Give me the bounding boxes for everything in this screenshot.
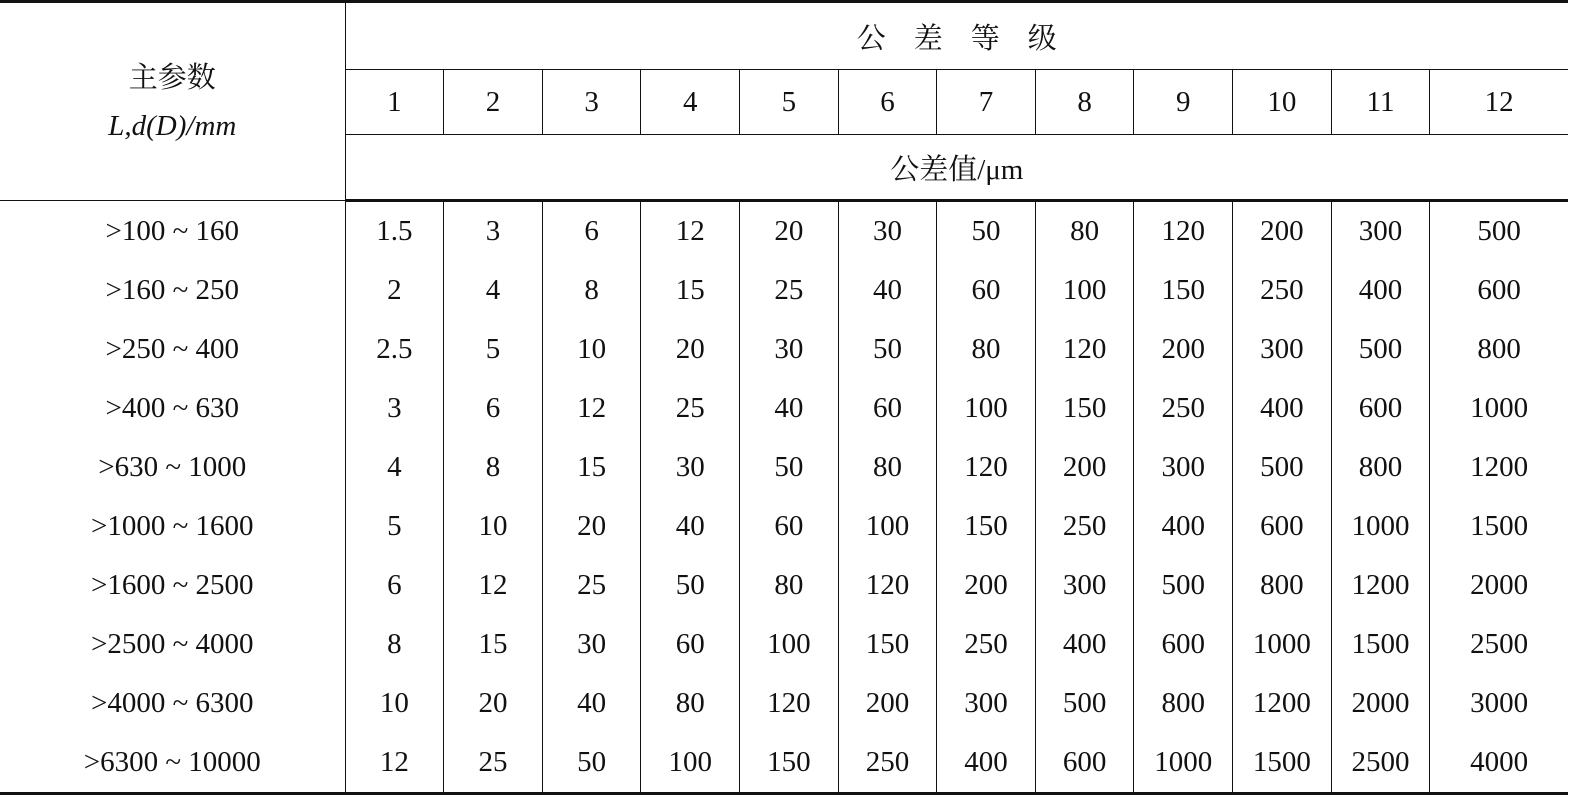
value-cell: 120 [740, 674, 839, 733]
value-cell: 100 [937, 379, 1036, 438]
grade-header-10: 10 [1233, 70, 1332, 135]
value-cell: 40 [740, 379, 839, 438]
value-cell: 150 [1134, 261, 1233, 320]
value-cell: 250 [937, 615, 1036, 674]
range-cell: >250 ~ 400 [0, 320, 345, 379]
value-cell: 400 [1035, 615, 1134, 674]
value-cell: 150 [937, 497, 1036, 556]
value-cell: 800 [1331, 438, 1430, 497]
value-cell: 1000 [1233, 615, 1332, 674]
value-cell: 50 [838, 320, 937, 379]
table-row [0, 261, 1568, 320]
value-cell: 600 [1035, 733, 1134, 794]
value-cell: 5 [444, 320, 543, 379]
value-cell: 250 [838, 733, 937, 794]
value-cell: 150 [838, 615, 937, 674]
value-cell: 25 [641, 379, 740, 438]
grade-header-12: 12 [1430, 70, 1568, 135]
value-cell: 8 [542, 261, 641, 320]
table-row [0, 438, 1568, 497]
value-cell: 500 [1134, 556, 1233, 615]
value-cell: 6 [444, 379, 543, 438]
grade-header-1: 1 [345, 70, 444, 135]
value-cell: 8 [345, 615, 444, 674]
grade-header-2: 2 [444, 70, 543, 135]
value-cell: 80 [1035, 201, 1134, 262]
value-cell: 60 [641, 615, 740, 674]
grade-header-4: 4 [641, 70, 740, 135]
value-cell: 250 [1035, 497, 1134, 556]
value-cell: 50 [542, 733, 641, 794]
value-cell: 4 [444, 261, 543, 320]
value-cell: 800 [1233, 556, 1332, 615]
value-cell: 300 [937, 674, 1036, 733]
table-row [0, 320, 1568, 379]
value-cell: 2500 [1470, 628, 1529, 660]
value-cell: 1500 [1331, 615, 1430, 674]
tolerance-value-title: 公差值/μm [345, 135, 1568, 201]
value-cell: 120 [937, 438, 1036, 497]
value-cell: 1500 [1233, 733, 1332, 794]
value-cell: 250 [1233, 261, 1332, 320]
value-cell: 400 [1233, 379, 1332, 438]
main-parameter-unit: L,d(D)/mm [108, 109, 237, 142]
value-cell: 400 [937, 733, 1036, 794]
value-cell: 30 [838, 201, 937, 262]
value-cell: 5 [345, 497, 444, 556]
value-cell: 30 [542, 615, 641, 674]
value-cell: 50 [740, 438, 839, 497]
header-row-grade-title [0, 2, 1568, 70]
value-cell: 50 [641, 556, 740, 615]
value-cell: 500 [1331, 320, 1430, 379]
value-cell: 3 [444, 201, 543, 262]
value-cell: 12 [542, 379, 641, 438]
grade-header-3: 3 [542, 70, 641, 135]
range-cell: >6300 ~ 10000 [0, 733, 345, 794]
value-cell: 120 [1134, 201, 1233, 262]
value-cell: 12 [444, 556, 543, 615]
grade-header-8: 8 [1035, 70, 1134, 135]
value-cell: 800 [1134, 674, 1233, 733]
value-cell: 1000 [1470, 392, 1529, 424]
table-row [0, 556, 1568, 615]
value-cell: 200 [1134, 320, 1233, 379]
table-row [0, 379, 1568, 438]
value-cell: 1000 [1134, 733, 1233, 794]
value-cell: 600 [1134, 615, 1233, 674]
value-cell: 200 [1233, 201, 1332, 262]
value-cell: 25 [542, 556, 641, 615]
tolerance-grade-title-text: 公差等级 [856, 22, 1085, 55]
value-cell: 500 [1477, 215, 1521, 247]
table-body [0, 201, 1568, 794]
value-cell: 10 [444, 497, 543, 556]
value-cell: 15 [542, 438, 641, 497]
value-cell: 100 [1035, 261, 1134, 320]
grade-header-6: 6 [838, 70, 937, 135]
value-cell: 2000 [1331, 674, 1430, 733]
range-cell: >100 ~ 160 [0, 201, 345, 262]
value-cell: 80 [740, 556, 839, 615]
value-cell: 15 [641, 261, 740, 320]
value-cell: 40 [641, 497, 740, 556]
value-cell: 600 [1331, 379, 1430, 438]
value-cell: 1000 [1331, 497, 1430, 556]
value-cell: 20 [542, 497, 641, 556]
range-cell: >400 ~ 630 [0, 379, 345, 438]
tolerance-grade-title [345, 2, 1568, 70]
range-cell: >630 ~ 1000 [0, 438, 345, 497]
value-cell: 30 [641, 438, 740, 497]
value-cell: 200 [937, 556, 1036, 615]
value-cell: 3000 [1470, 687, 1529, 719]
value-cell: 600 [1233, 497, 1332, 556]
grade-header-5: 5 [740, 70, 839, 135]
table-row [0, 615, 1568, 674]
value-cell: 300 [1233, 320, 1332, 379]
value-cell: 12 [345, 733, 444, 794]
value-cell: 20 [641, 320, 740, 379]
value-cell: 100 [740, 615, 839, 674]
range-cell: >2500 ~ 4000 [0, 615, 345, 674]
range-cell: >4000 ~ 6300 [0, 674, 345, 733]
value-cell: 25 [740, 261, 839, 320]
value-cell: 200 [838, 674, 937, 733]
value-cell: 500 [1233, 438, 1332, 497]
table-row [0, 674, 1568, 733]
value-cell: 2500 [1331, 733, 1430, 794]
value-cell: 80 [838, 438, 937, 497]
value-cell: 4000 [1430, 733, 1568, 794]
value-cell: 60 [937, 261, 1036, 320]
value-cell: 40 [542, 674, 641, 733]
value-cell: 6 [345, 556, 444, 615]
value-cell: 8 [444, 438, 543, 497]
grade-header-7: 7 [937, 70, 1036, 135]
main-parameter-header [0, 2, 345, 201]
table-row [0, 497, 1568, 556]
main-parameter-label: 主参数 [128, 61, 216, 94]
value-cell: 200 [1035, 438, 1134, 497]
value-cell: 15 [444, 615, 543, 674]
value-cell: 20 [444, 674, 543, 733]
value-cell: 100 [838, 497, 937, 556]
table-header [0, 2, 1568, 201]
range-cell: >1000 ~ 1600 [0, 497, 345, 556]
value-cell: 100 [641, 733, 740, 794]
value-cell: 80 [937, 320, 1036, 379]
table-row [0, 201, 1568, 262]
value-cell: 60 [740, 497, 839, 556]
value-cell: 400 [1331, 261, 1430, 320]
value-cell: 40 [838, 261, 937, 320]
value-cell: 150 [740, 733, 839, 794]
range-cell: >1600 ~ 2500 [0, 556, 345, 615]
value-cell: 30 [740, 320, 839, 379]
value-cell: 25 [444, 733, 543, 794]
value-cell: 20 [740, 201, 839, 262]
value-cell: 2.5 [345, 320, 444, 379]
value-cell: 150 [1035, 379, 1134, 438]
value-cell: 80 [641, 674, 740, 733]
value-cell: 1500 [1470, 510, 1529, 542]
value-cell: 120 [838, 556, 937, 615]
value-cell: 12 [641, 201, 740, 262]
range-cell: >160 ~ 250 [0, 261, 345, 320]
value-cell: 800 [1477, 333, 1521, 365]
value-cell: 600 [1477, 274, 1521, 306]
value-cell: 1200 [1233, 674, 1332, 733]
value-cell: 1200 [1470, 451, 1529, 483]
value-cell: 2 [345, 261, 444, 320]
value-cell: 120 [1035, 320, 1134, 379]
table-row [0, 733, 1568, 794]
value-cell: 4 [345, 438, 444, 497]
grade-header-9: 9 [1134, 70, 1233, 135]
value-cell: 3 [345, 379, 444, 438]
value-cell: 300 [1035, 556, 1134, 615]
value-cell: 10 [345, 674, 444, 733]
value-cell: 500 [1035, 674, 1134, 733]
value-cell: 6 [542, 201, 641, 262]
value-cell: 1.5 [345, 201, 444, 262]
grade-header-11: 11 [1331, 70, 1430, 135]
value-cell: 250 [1134, 379, 1233, 438]
value-cell: 50 [937, 201, 1036, 262]
value-cell: 1200 [1331, 556, 1430, 615]
value-cell: 60 [838, 379, 937, 438]
value-cell: 300 [1134, 438, 1233, 497]
value-cell: 2000 [1470, 569, 1529, 601]
value-cell: 400 [1134, 497, 1233, 556]
value-cell: 300 [1331, 201, 1430, 262]
value-cell: 10 [542, 320, 641, 379]
